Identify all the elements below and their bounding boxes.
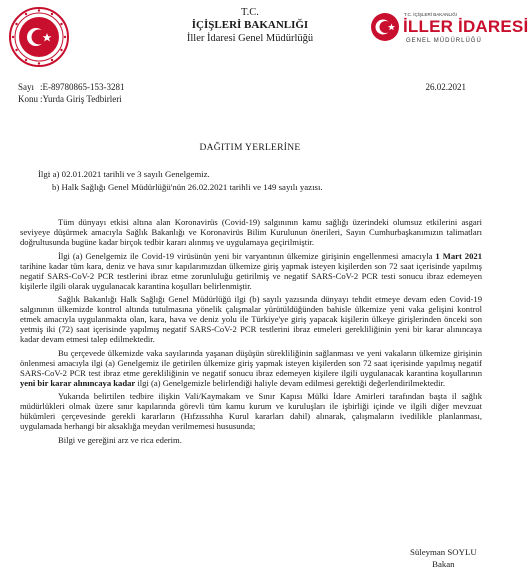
- ilgi-a: : a) 02.01.2021 tarihli ve 3 sayılı Genelgemiz.: [48, 169, 210, 179]
- paragraph-6: Bilgi ve gereğini arz ve rica ederim.: [58, 434, 182, 445]
- paragraph-5: Yukarıda belirtilen tedbire ilişkin Vali/Kaymakam ve Sınır Kapısı Mülki İdare Amirleri tarafından başta il sağlık müdürlükleri olmak üzere sınır kapılarında görevli tüm kamu kurum ve kuruluşları ile işbirliği içinde ve ilgili diğer mevzuat hükümleri çerçevesinde gerekli kararların (Hıfzıssıhha Kurul kararları dahil) alınarak, çalışmaların ivedilikle planlanması, uygulamada herhangi bir aksaklığa meydan verilmemesi hususunda;: [20, 391, 482, 432]
- crescent-star-logo-icon: [370, 12, 400, 42]
- paragraph-4-bold: yeni bir karar alınıncaya kadar: [20, 377, 136, 388]
- paragraph-4-text-b: ilgi (a) Genelgemizle belirlendiği haliyle devam edilmesi gerektiği değerlendirilmektedir.: [135, 377, 445, 388]
- paragraph-4-text-a: Bu çerçevede ülkemizde vaka sayılarında yaşanan düşüşün sürekliliğinin sağlanması ve yeni vakaların ülkemize girişinin önlenmesi amacıyla ilgi (a) Genelgemiz ile getirilen ülkemize giriş yapmak isteyen kişilerden son 72 saat içerisinde yapılmış negatif SARS-CoV-2 PCR test ibraz etme gerekliliğinin ve negatif sonucu ibraz edemeyen kişilere ilgili uygulanacak karantina koşullarının: [20, 347, 482, 378]
- brand-name: İLLER İDARESİ: [403, 17, 528, 36]
- letterhead-ministry: İÇİŞLERİ BAKANLIĞI: [191, 19, 309, 31]
- sayi-value: :E-89780865-153-3281: [40, 82, 125, 92]
- ilgi-label: İlgi: [38, 169, 51, 179]
- iller-idaresi-logo: [370, 6, 528, 54]
- signatory-name: Süleyman SOYLU: [410, 547, 477, 557]
- konu-value: :Yurda Giriş Tedbirleri: [40, 94, 122, 104]
- letter-body: [20, 217, 482, 448]
- document-number: [18, 82, 125, 93]
- paragraph-2-text-b: tarihine kadar tüm kara, deniz ve hava sınır kapılarımızdan ülkemize giriş yapmak isteyen kişilerden son 72 saat içerisinde yapılmış negatif SARS-CoV-2 PCR testlerini ibraz etme zorunluluğu getirilmiş ve negatif SARS-CoV-2 PCR testi sonucu ibraz edemeyen kişilerle ilgili olarak uygulanacak karantina koşulları belirlenmiştir.: [20, 260, 482, 291]
- signature-block: [410, 546, 477, 570]
- paragraph-1: Tüm dünyayı etkisi altına alan Koronavirüs (Covid-19) salgınının kamu sağlığı üzerindeki olumsuz etkilerini asgari seviyeye düşürmek amacıyla Sağlık Bakanlığı ve Koronavirüs Bilim Kurulunun önerileri, Sayın Cumhurbaşkanımızın talimatları doğrultusunda bugüne kadar birçok tedbir kararı alınmış ve uygulamaya geçirilmiştir.: [20, 217, 482, 248]
- document-subject: [18, 94, 122, 105]
- brand-small-text: T.C. İÇİŞLERİ BAKANLIĞI: [404, 12, 458, 17]
- paragraph-2-bold: 1 Mart 2021: [435, 250, 482, 261]
- ilgi-b: b) Halk Sağlığı Genel Müdürlüğü'nün 26.02.2021 tarihli ve 149 sayılı yazısı.: [52, 182, 323, 192]
- paragraph-2: [20, 251, 482, 291]
- signatory-title: Bakan: [432, 559, 455, 569]
- paragraph-2-text-a: İlgi (a) Genelgemiz ile Covid-19 virüsünün yeni bir varyantının ülkemize girişinin engellenmesi amacıyla: [58, 250, 436, 261]
- sayi-label: Sayı: [18, 82, 35, 92]
- letterhead-directorate: İller İdaresi Genel Müdürlüğü: [186, 33, 314, 44]
- ministry-seal-icon: [8, 6, 70, 68]
- konu-label: Konu: [18, 94, 38, 104]
- paragraph-4: [20, 348, 482, 388]
- references: [38, 168, 323, 194]
- document-date: 26.02.2021: [425, 82, 466, 92]
- brand-subtitle: GENEL MÜDÜRLÜĞÜ: [406, 38, 482, 44]
- letterhead-tc: T.C.: [241, 7, 259, 18]
- distribution-title: DAĞITIM YERLERİNE: [199, 143, 301, 153]
- letterhead: [120, 6, 380, 45]
- paragraph-3: Sağlık Bakanlığı Halk Sağlığı Genel Müdürlüğü ilgi (b) sayılı yazısında dünyayı tehdit etmeye devam eden Covid-19 salgınının ülkemizde kontrol altında tutulmasına yönelik çalışmalar yürütüldüğünden bahisle ülkemize yeni vaka gelişini kontrol etmek amacıyla uygulanmakta olan, kara, hava ve deniz yolu ile Türkiye'ye giriş yapacak kişilerin ülkeye girişlerinden önceki son yetmiş iki (72) saat içerisinde yapılmış negatif SARS-CoV-2 PCR testlerini ibraz etmeleri gerekliliğinin yeni bir karar alınıncaya kadar devam etmesi talep edilmektedir.: [20, 294, 482, 345]
